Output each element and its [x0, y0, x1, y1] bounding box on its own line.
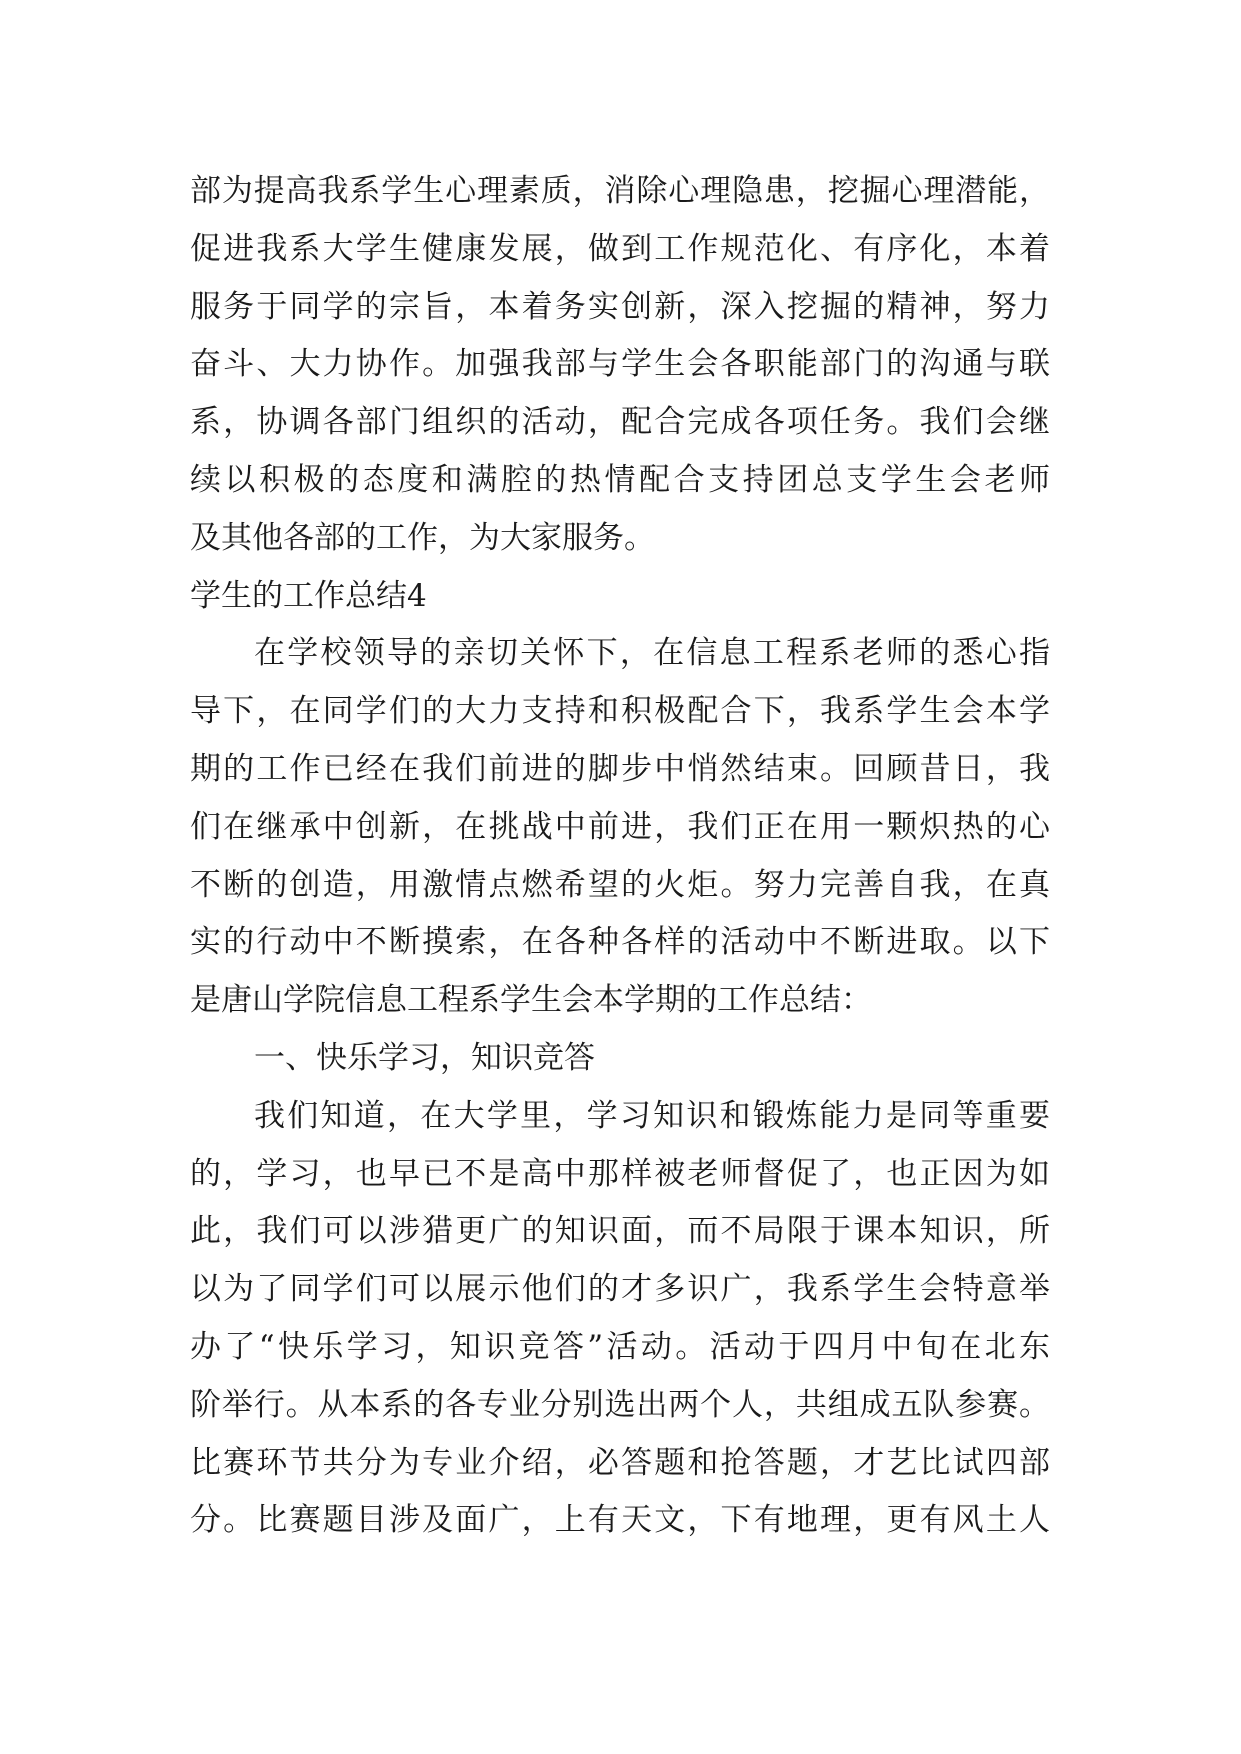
paragraph-line: 以为了同学们可以展示他们的才多识广，我系学生会特意举: [190, 1271, 1050, 1308]
section-heading: 学生的工作总结4: [190, 577, 427, 614]
paragraph-line: 系，协调各部门组织的活动，配合完成各项任务。我们会继: [190, 404, 1050, 441]
paragraph-line: 比赛环节共分为专业介绍，必答题和抢答题，才艺比试四部: [190, 1444, 1050, 1481]
paragraph-line: 阶举行。从本系的各专业分别选出两个人，共组成五队参赛。: [190, 1386, 1050, 1423]
paragraph-line: 导下，在同学们的大力支持和积极配合下，我系学生会本学: [190, 693, 1050, 730]
paragraph-line: 奋斗、大力协作。加强我部与学生会各职能部门的沟通与联: [190, 346, 1050, 383]
paragraph-line: 促进我系大学生健康发展，做到工作规范化、有序化，本着: [190, 230, 1050, 267]
paragraph-line: 们在继承中创新，在挑战中前进，我们正在用一颗炽热的心: [190, 808, 1050, 845]
paragraph-line: 我们知道，在大学里，学习知识和锻炼能力是同等重要: [254, 1097, 1050, 1134]
paragraph-line: 部为提高我系学生心理素质，消除心理隐患，挖掘心理潜能，: [190, 173, 1050, 209]
paragraph-line: 办了“快乐学习，知识竞答”活动。活动于四月中旬在北东: [190, 1328, 1050, 1365]
paragraph-line: 分。比赛题目涉及面广，上有天文，下有地理，更有风土人: [190, 1502, 1050, 1539]
paragraph-line: 实的行动中不断摸索，在各种各样的活动中不断进取。以下: [190, 924, 1050, 961]
paragraph-line: 此，我们可以涉猎更广的知识面，而不局限于课本知识，所: [190, 1213, 1050, 1250]
paragraph-line: 期的工作已经在我们前进的脚步中悄然结束。回顾昔日，我: [190, 750, 1050, 787]
subsection-title: 一、快乐学习，知识竞答: [254, 1039, 595, 1076]
paragraph-line: 在学校领导的亲切关怀下，在信息工程系老师的悉心指: [254, 635, 1050, 672]
paragraph-line: 续以积极的态度和满腔的热情配合支持团总支学生会老师: [190, 461, 1050, 498]
paragraph-line: 及其他各部的工作，为大家服务。: [190, 519, 655, 556]
paragraph-line: 服务于同学的宗旨，本着务实创新，深入挖掘的精神，努力: [190, 288, 1050, 325]
paragraph-line: 不断的创造，用激情点燃希望的火炬。努力完善自我，在真: [190, 866, 1050, 903]
paragraph-line: 是唐山学院信息工程系学生会本学期的工作总结：: [190, 982, 872, 1019]
document-body: [190, 163, 1050, 1550]
paragraph-line: 的，学习，也早已不是高中那样被老师督促了，也正因为如: [190, 1155, 1050, 1192]
